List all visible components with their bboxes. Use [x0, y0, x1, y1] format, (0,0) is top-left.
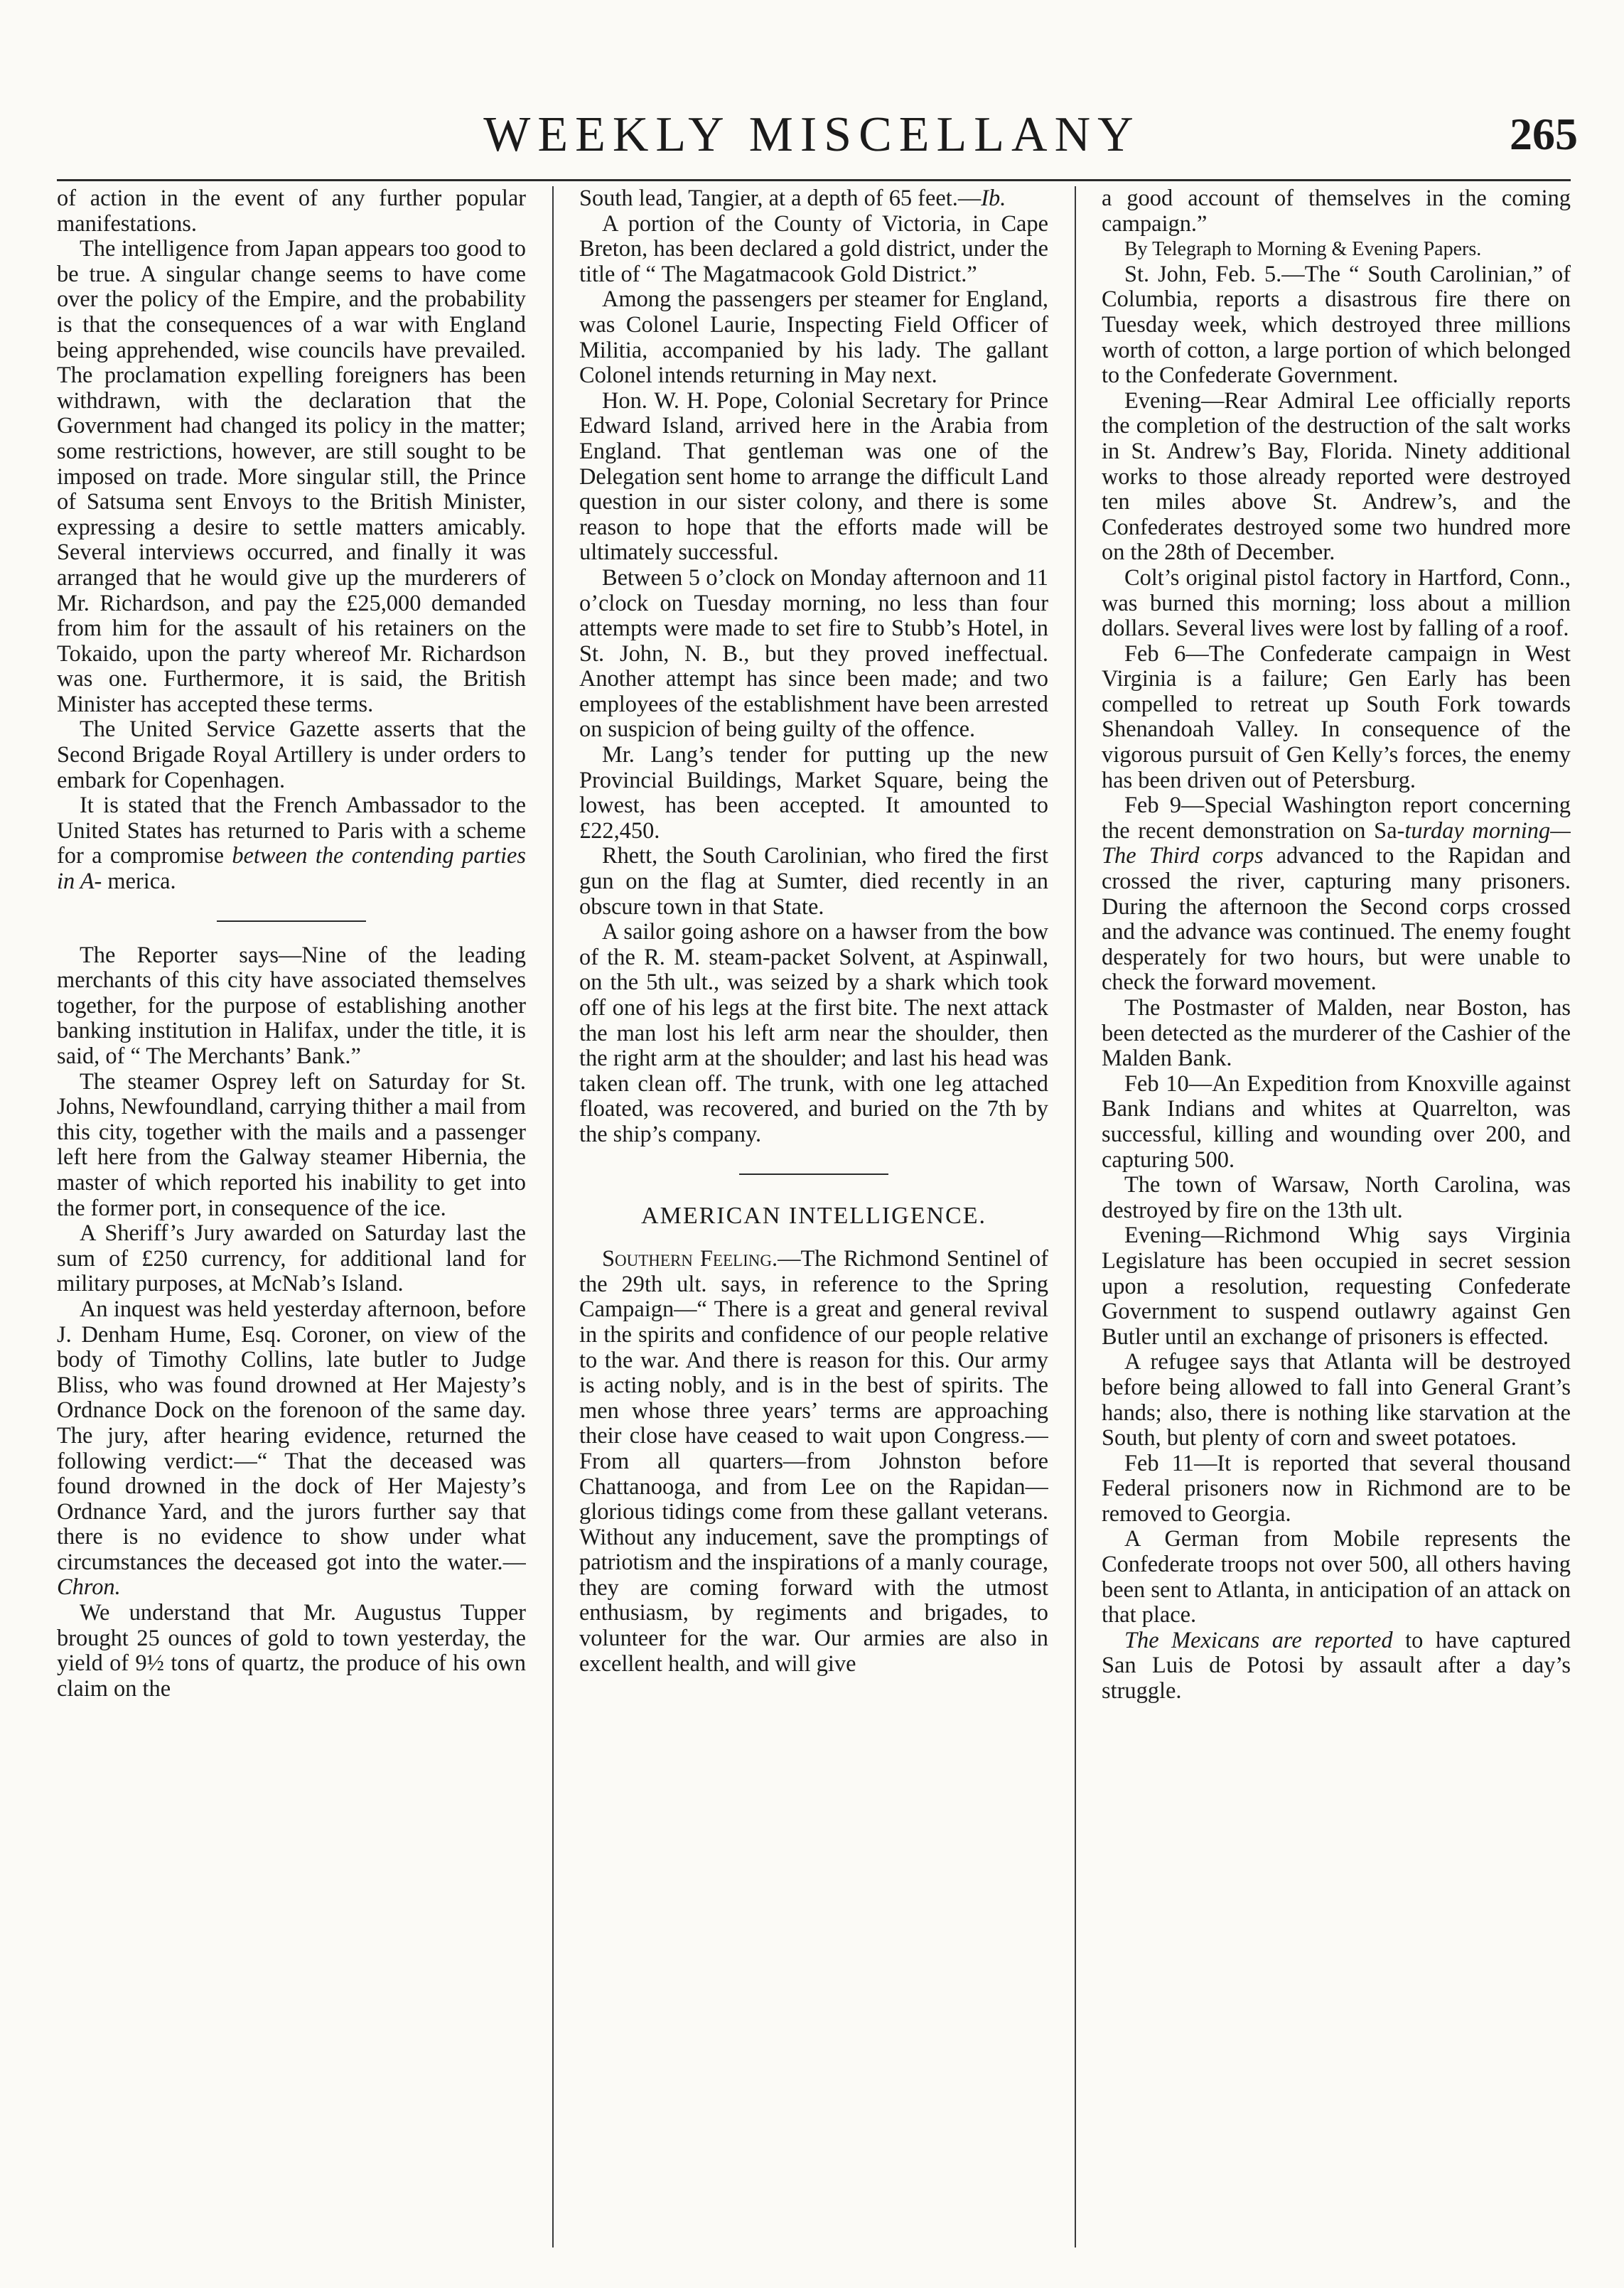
text-span: —The Richmond Sentinel of the 29th ult. says, in reference to the Spring Campaign—“ There is a great and general revival in the spirits and confidence of our people relative to the war. And there is reason for this. Our army is acting nobly, and is in the best of spirits. The men whose three years’ terms are approaching their close have ceased to wait upon Congress.—From all quarters—from Johnston before Chattanooga, and from Lee on the Rapidan—glorious tidings come from these gallant veterans. Without any inducement, save the promptings of patriotism and the inspirations of a manly courage, they are coming forward with the utmost enthusiasm, by regiments and brigades, to volunteer for the war. Our armies are also in excellent health, and will give	[579, 1246, 1048, 1677]
paragraph-pope: Hon. W. H. Pope, Colonial Secretary for Prince Edward Island, arrived here in the Arabia from England. That gentleman was one of the Delegation sent home to arrange the difficult Land question in our sister colony, and there is some reason to hope that the efforts made will be ultimately successful.	[579, 387, 1048, 566]
text-span: advanced to the Rapidan and crossed the river, capturing many prisoners. During the afternoon the Second corps crossed and the advance was continued. The enemy fought desperately for two hours, but were unable to check the forward movement.	[1102, 843, 1571, 996]
paragraph-feb-11: Feb 11—It is reported that several thousand Federal prisoners now in Richmond are to be removed to Georgia.	[1102, 1450, 1571, 1527]
text-span: to have captured San Luis de Potosi by assault after a day’s struggle.	[1102, 1627, 1571, 1704]
text-columns	[57, 186, 1578, 2262]
text-span: Feb 9—Special Washington report concerning the recent demonstration on Sa-	[1102, 793, 1571, 844]
paragraph-stubbs-hotel: Between 5 o’clock on Monday afternoon and 11 o’clock on Tuesday morning, no less than four attempts were made to set fire to Stubb’s Hotel, in St. John, N. B., but they proved ineffectual. Another attempt has since been made; and two employees of the establishment have been arrested on suspicion of being guilty of the offence.	[579, 564, 1048, 743]
paragraph-st-john: St. John, Feb. 5.—The “ South Carolinian,” of Columbia, reports a disastrous fire there on Tuesday week, which destroyed three millions worth of cotton, a large portion of which belonged to the Confederate Government.	[1102, 261, 1571, 389]
paragraph-victoria: A portion of the County of Victoria, in Cape Breton, has been declared a gold district, under the title of “ The Magatmacook Gold District.”	[579, 210, 1048, 287]
paragraph-lang-tender: Mr. Lang’s tender for putting up the new Provincial Buildings, Market Square, being the lowest, has been accepted. It amounted to £22,450.	[579, 742, 1048, 844]
paragraph-atlanta: A refugee says that Atlanta will be destroyed before being allowed to fall into General Grant’s hands; also, there is nothing like starvation at the South, but plenty of corn and sweet potatoes.	[1102, 1349, 1571, 1451]
source-signature: Chron.	[57, 1574, 121, 1601]
paragraph-malden: The Postmaster of Malden, near Boston, has been detected as the murderer of the Cashier of the Malden Bank.	[1102, 995, 1571, 1072]
paragraph-sheriffs-jury: A Sheriff’s Jury awarded on Saturday last the sum of £250 currency, for additional land for military purposes, at McNab’s Island.	[57, 1220, 526, 1297]
column-3	[1102, 186, 1571, 2262]
paragraph-gold: We understand that Mr. Augustus Tupper brought 25 ounces of gold to town yesterday, the yield of 9½ tons of quartz, the produce of his own claim on the	[57, 1600, 526, 1702]
running-title: WEEKLY MISCELLANY	[483, 107, 1141, 162]
dateline: By Telegraph to Morning & Evening Papers.	[1124, 238, 1482, 261]
paragraph-merchants-bank: The Reporter says—Nine of the leading merchants of this city have associated themselves together, for the purpose of establishing another banking institution in Halifax, under the title, it is said, of “ The Merchants’ Bank.”	[57, 942, 526, 1069]
italic-span: between the contending parties in A-	[57, 843, 526, 895]
paragraph-passengers: Among the passengers per steamer for England, was Colonel Laurie, Inspecting Field Officer of Militia, accompanied by his lady. The gallant Colonel intends returning in May next.	[579, 286, 1048, 389]
italic-span: The Mexicans are reported	[1124, 1627, 1393, 1653]
paragraph-mexicans	[1102, 1628, 1571, 1704]
section-heading: AMERICAN INTELLIGENCE.	[641, 1202, 986, 1229]
text-span: merica.	[107, 869, 176, 895]
paragraph-shark: A sailor going ashore on a hawser from the bow of the R. M. steam-packet Solvent, at Aspinwall, on the 5th ult., was seized by a shark which took off one of his legs at the first bite. The next attack the man lost his left arm near the shoulder, then the right arm at the shoulder; and last his head was taken clean off. The trunk, with one leg attached floated, was recovered, and buried on the 7th by the ship’s company.	[579, 919, 1048, 1147]
paragraph-osprey: The steamer Osprey left on Saturday for St. Johns, Newfoundland, carrying thither a mail from this city, together with the mails and a passenger left here from the Galway steamer Hibernia, the master of which reported his inability to get into the former port, in consequence of the ice.	[57, 1068, 526, 1221]
page-number: 265	[1510, 109, 1578, 159]
paragraph-inquest	[57, 1297, 526, 1601]
paragraph-feb-10: Feb 10—An Expedition from Knoxville against Bank Indians and whites at Quarrelton, was successful, killing and wounding over 200, and capturing 500.	[1102, 1070, 1571, 1173]
lead-in: Southern Feeling.	[602, 1246, 778, 1272]
text-span: It is stated that the French Ambassador to the United States has returned to Paris with a scheme for a compromise	[57, 793, 526, 869]
section-divider	[739, 1173, 888, 1175]
paragraph-feb-9	[1102, 793, 1571, 996]
column-2	[579, 186, 1048, 2262]
paragraph-japan: The intelligence from Japan appears too good to be true. A singular change seems to have come over the policy of the Empire, and the probability is that the consequences of a war with England being apprehended, wise councils have prevailed. The proclamation expelling foreigners has been withdrawn, with the declaration that the Government had changed its policy in the matter; some restrictions, however, are still sought to be imposed on trade. More singular still, the Prince of Satsuma sent Envoys to the British Minister, expressing a desire to settle matters amicably. Several interviews occurred, and finally it was arranged that he would give up the murderers of Mr. Richardson, and pay the £25,000 demanded from him for the assault of his retainers on the Tokaido, upon the party whereof Mr. Richardson was one. Furthermore, it is said, the British Minister has accepted these terms.	[57, 236, 526, 717]
paragraph-southern-feeling	[579, 1247, 1048, 1677]
text-span: An inquest was held yesterday afternoon, before J. Denham Hume, Esq. Coroner, on view of the body of Timothy Collins, late butler to Judge Bliss, who was found drowned at Her Majesty’s Ordnance Dock on the forenoon of the same day. The jury, after hearing evidence, returned the following verdict:—“ That the deceased was found drowned in the dock of Her Majesty’s Ordnance Yard, and the jurors further say that there is no evidence to show under what circumstances the deceased got into the water.—	[57, 1296, 526, 1575]
paragraph: of action in the event of any further popular manifestations.	[57, 186, 526, 237]
paragraph: a good account of themselves in the coming campaign.”	[1102, 186, 1571, 237]
paragraph-rhett: Rhett, the South Carolinian, who fired the first gun on the flag at Sumter, died recently in an obscure town in that State.	[579, 843, 1048, 920]
paragraph-mobile: A German from Mobile represents the Confederate troops not over 500, all others having been sent to Atlanta, in anticipation of an attack on that place.	[1102, 1526, 1571, 1628]
paragraph-colt: Colt’s original pistol factory in Hartford, Conn., was burned this morning; loss about a million dollars. Several lives were lost by falling of a roof.	[1102, 564, 1571, 642]
paragraph	[579, 186, 1048, 212]
header-rule	[57, 179, 1571, 181]
paragraph-salt-works: Evening—Rear Admiral Lee officially reports the completion of the destruction of the salt works in St. Andrew’s Bay, Florida. Ninety additional works to those already reported were destroyed ten miles above St. Andrew’s, and the Confederates destroyed some two hundred more on the 28th of December.	[1102, 387, 1571, 566]
paragraph-feb-6: Feb 6—The Confederate campaign in West Virginia is a failure; Gen Early has been compelled to retreat up South Fork towards Shenandoah Valley. In consequence of the vigorous pursuit of Gen Kelly’s forces, the enemy has been driven out of Petersburg.	[1102, 640, 1571, 793]
paragraph-artillery: The United Service Gazette asserts that the Second Brigade Royal Artillery is under orders to embark for Copenhagen.	[57, 716, 526, 793]
text-span: South lead, Tangier, at a depth of 65 feet.—	[579, 186, 982, 211]
paragraph-richmond-whig: Evening—Richmond Whig says Virginia Legislature has been occupied in secret session upon a resolution, requesting Confederate Government to suspend outlawry against Gen Butler until an exchange of prisoners is effected.	[1102, 1223, 1571, 1350]
source-signature: Ib.	[981, 186, 1006, 211]
column-1	[57, 186, 526, 2262]
section-divider	[217, 920, 366, 922]
paragraph-warsaw: The town of Warsaw, North Carolina, was destroyed by fire on the 13th ult.	[1102, 1172, 1571, 1223]
italic-span: turday morning—The Third corps	[1102, 817, 1571, 869]
paragraph-french-ambassador	[57, 793, 526, 894]
masthead	[0, 107, 1624, 171]
